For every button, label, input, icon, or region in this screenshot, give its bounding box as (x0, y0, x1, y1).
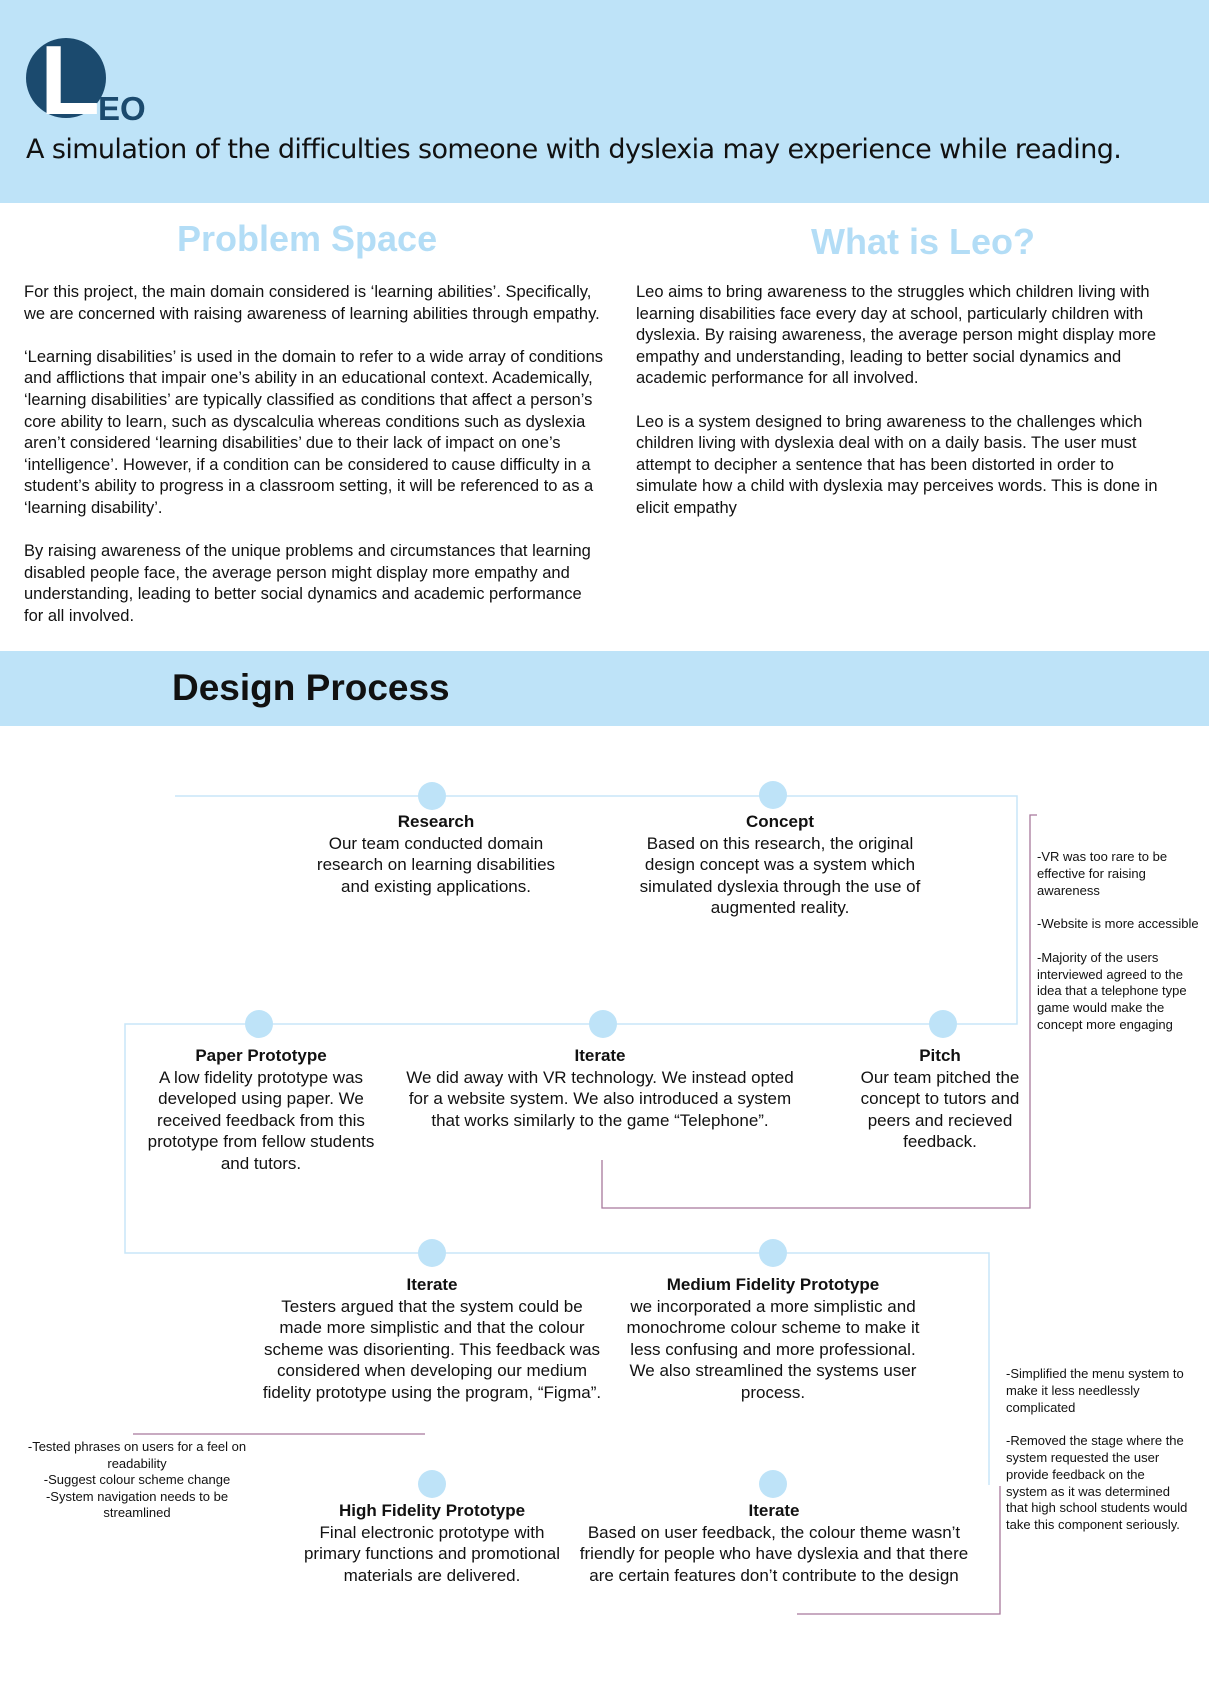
flow-node (929, 1010, 957, 1038)
step-title: Iterate (748, 1501, 800, 1520)
step-title: Paper Prototype (195, 1046, 327, 1065)
flow-node (418, 1470, 446, 1498)
note-line: -System navigation needs to be streamlined (45, 1488, 229, 1521)
step-title: Iterate (574, 1046, 626, 1065)
flow-node (245, 1010, 273, 1038)
note-line: -Suggest colour scheme change (43, 1472, 231, 1488)
step-text: Our team conducted domain research on learning disabilities and existing applications. (316, 833, 556, 896)
flow-node (589, 1010, 617, 1038)
step-text: we incorporated a more simplistic and monochrome colour scheme to make it less confusing and more professional. We also streamlined the systems user process. (626, 1296, 920, 1402)
step-medium-fidelity-prototype (626, 1274, 920, 1404)
step-title: Iterate (406, 1275, 458, 1294)
vr-feedback-note (1037, 849, 1203, 1051)
what-is-leo-paragraph: Leo aims to bring awareness to the struggles which children living with learning disabilities face every day at school, particularly children with dyslexia. By raising awareness, the average person might display more empathy and understanding, leading to better social dynamics and academic performance for all involved. (636, 283, 1157, 388)
step-title: Research (397, 812, 475, 831)
step-concept (622, 811, 938, 919)
step-title: High Fidelity Prototype (338, 1501, 526, 1520)
note-line: -Website is more accessible (1037, 916, 1199, 932)
step-iterate-2 (262, 1274, 602, 1404)
step-high-fidelity-prototype (290, 1500, 574, 1586)
step-iterate-1 (404, 1045, 796, 1131)
flow-node (759, 1470, 787, 1498)
logo-letter-l: L (40, 28, 100, 123)
step-text: Testers argued that the system could be made more simplistic and that the colour scheme was disorienting. This feedback was considered when developing our medium fidelity prototype using the program, “Figma”. (262, 1296, 602, 1402)
note-line: -Tested phrases on users for a feel on readability (27, 1439, 247, 1471)
problem-space-title: Problem Space (177, 218, 438, 259)
note-line: -VR was too rare to be effective for raising awareness (1037, 849, 1168, 898)
step-text: Our team pitched the concept to tutors and peers and recieved feedback. (860, 1067, 1020, 1152)
what-is-leo-paragraph: Leo is a system designed to bring awareness to the challenges which children living with dyslexia deal with on a daily basis. The user must attempt to decipher a sentence that has been distorted in order to simulate how a child with dyslexia may perceives words. This is done in elicit empathy (636, 412, 1158, 517)
flow-node (418, 1239, 446, 1267)
flow-node (759, 1239, 787, 1267)
note-line: -Majority of the users interviewed agreed to the idea that a telephone type game would make the concept more engaging (1037, 949, 1187, 1032)
problem-space-paragraph: By raising awareness of the unique problems and circumstances that learning disabled people face, the average person might display more empathy and understanding, leading to better social dynamics and academic performance for all involved. (24, 542, 591, 625)
step-paper-prototype (136, 1045, 386, 1175)
step-text: Final electronic prototype with primary functions and promotional materials are delivered. (303, 1522, 561, 1585)
what-is-leo-title: What is Leo? (811, 221, 1035, 262)
step-title: Pitch (919, 1046, 961, 1065)
step-text: A low fidelity prototype was developed using paper. We received feedback from this prototype from fellow students and tutors. (147, 1067, 375, 1173)
flow-node (418, 782, 446, 810)
flow-node (759, 781, 787, 809)
design-process-title: Design Process (172, 667, 450, 708)
tagline: A simulation of the difficulties someone with dyslexia may experience while reading. (26, 134, 1122, 165)
phrases-feedback-note (24, 1439, 250, 1522)
step-iterate-3 (578, 1500, 970, 1586)
step-pitch (848, 1045, 1032, 1153)
problem-space-paragraph: ‘Learning disabilities’ is used in the domain to refer to a wide array of conditions and afflictions that impair one’s ability in an educational context. Academically, ‘learning disabilities’ are typically classified as conditions that affect a person’s core ability to learn, such as dyscalculia whereas conditions such as dyslexia aren’t considered ‘learning disabilities’ due to their lack of impact on one’s ‘intelligence’. However, if a condition can be considered to cause difficulty in a student’s ability to progress in a classroom setting, it will be referenced to as a ‘learning disability’. (24, 347, 604, 517)
step-research (312, 811, 560, 897)
step-text: We did away with VR technology. We instead opted for a website system. We also introduced a system that works similarly to the game “Telephone”. (406, 1067, 794, 1130)
note-line: -Simplified the menu system to make it less needlessly complicated (1006, 1366, 1184, 1415)
step-text: Based on this research, the original design concept was a system which simulated dyslexia through the use of augmented reality. (639, 833, 921, 918)
problem-space-paragraph: For this project, the main domain considered is ‘learning abilities’. Specifically, we are concerned with raising awareness of learning abilities through empathy. (24, 283, 600, 323)
step-text: Based on user feedback, the colour theme wasn’t friendly for people who have dyslexia and that there are certain features don’t contribute to the design (579, 1522, 969, 1585)
step-title: Medium Fidelity Prototype (666, 1275, 880, 1294)
menu-feedback-note (1006, 1366, 1188, 1551)
logo-letters-eo: EO (98, 90, 146, 123)
note-line: -Removed the stage where the system requested the user provide feedback on the system as it was determined that high school students would take this component seriously. (1006, 1433, 1188, 1533)
step-title: Concept (746, 812, 814, 831)
